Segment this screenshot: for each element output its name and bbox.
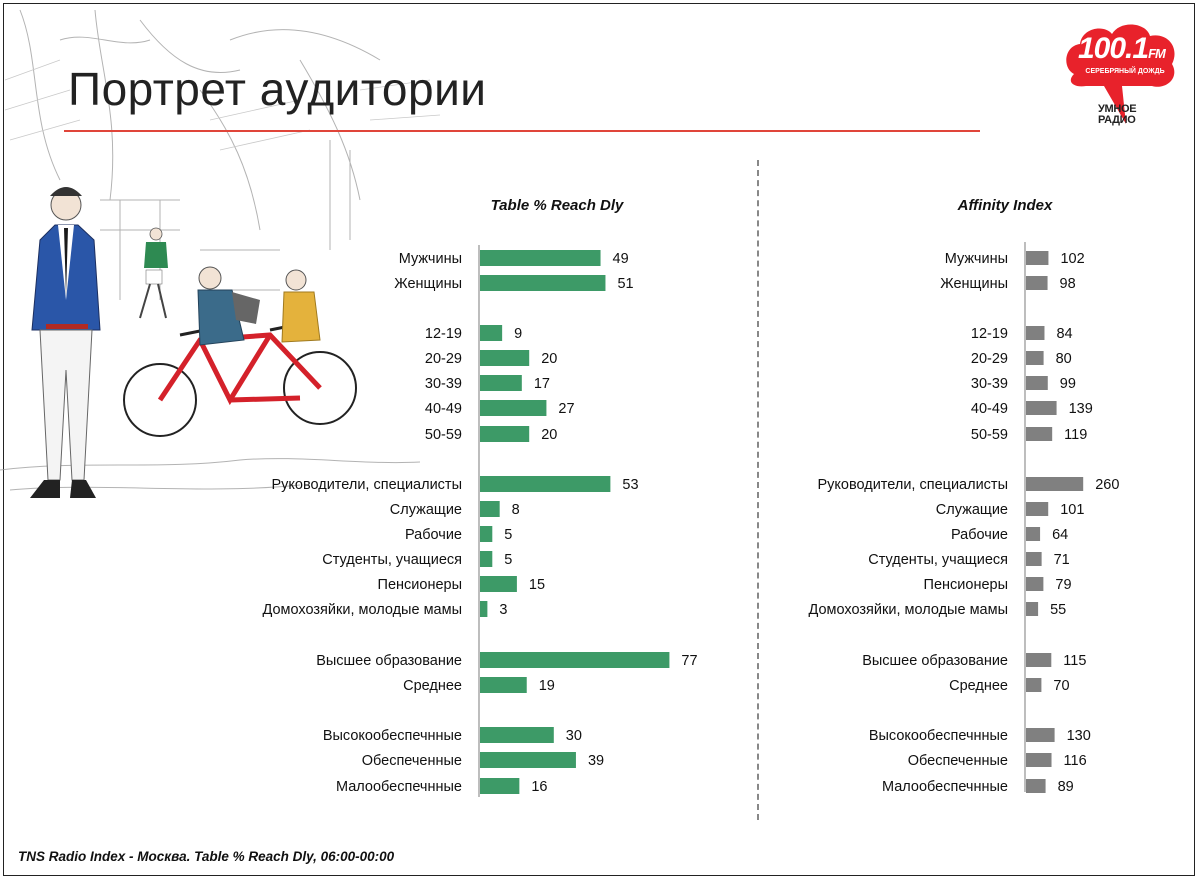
- affinity-category-label: Высокообеспечнные: [868, 728, 1008, 744]
- affinity-bar: [1026, 351, 1044, 365]
- reach-value-label: 51: [617, 276, 634, 292]
- reach-category-label: 12-19: [424, 326, 462, 342]
- affinity-bar: [1026, 527, 1040, 541]
- reach-value-label: 3: [499, 602, 508, 618]
- reach-bar: [480, 576, 517, 592]
- affinity-category-label: Служащие: [935, 502, 1008, 518]
- affinity-category-label: Обеспеченные: [907, 753, 1008, 769]
- reach-bar: [480, 677, 527, 693]
- reach-category-label: Высокообеспечнные: [322, 728, 462, 744]
- affinity-value-label: 79: [1055, 577, 1072, 593]
- reach-category-label: Руководители, специалисты: [271, 477, 462, 493]
- affinity-value-label: 98: [1059, 276, 1076, 292]
- affinity-bar: [1026, 427, 1052, 441]
- affinity-bar: [1026, 477, 1083, 491]
- reach-bar: [480, 652, 669, 668]
- reach-value-label: 39: [587, 753, 605, 769]
- reach-category-label: 30-39: [424, 376, 462, 392]
- reach-value-label: 5: [504, 527, 513, 543]
- reach-value-label: 5: [504, 552, 513, 568]
- reach-value-label: 53: [622, 477, 639, 493]
- affinity-bar: [1026, 678, 1041, 692]
- affinity-category-label: 40-49: [970, 401, 1008, 417]
- reach-bar: [480, 426, 529, 442]
- reach-bar: [480, 275, 605, 291]
- reach-value-label: 49: [612, 251, 629, 267]
- affinity-value-label: 260: [1095, 477, 1120, 493]
- affinity-category-label: 50-59: [970, 427, 1008, 443]
- affinity-category-label: Женщины: [940, 276, 1008, 292]
- reach-category-label: Студенты, учащиеся: [322, 552, 462, 568]
- reach-category-label: 50-59: [424, 427, 462, 443]
- reach-value-label: 27: [558, 401, 575, 417]
- reach-value-label: 15: [528, 577, 546, 593]
- affinity-value-label: 116: [1063, 753, 1087, 769]
- reach-category-label: Пенсионеры: [377, 577, 462, 593]
- affinity-bar: [1026, 251, 1048, 265]
- reach-value-label: 19: [538, 678, 555, 694]
- affinity-value-label: 99: [1059, 376, 1076, 392]
- affinity-value-label: 119: [1064, 427, 1088, 443]
- affinity-value-label: 89: [1057, 779, 1074, 795]
- reach-bar: [480, 752, 576, 768]
- affinity-bar: [1026, 653, 1051, 667]
- reach-category-label: Обеспеченные: [361, 753, 462, 769]
- logo-tagline: УМНОЕ РАДИО: [1098, 103, 1137, 126]
- reach-category-label: Среднее: [403, 678, 462, 694]
- affinity-bar: [1026, 502, 1048, 516]
- affinity-category-label: Домохозяйки, молодые мамы: [808, 602, 1008, 618]
- reach-category-label: Малообеспечнные: [335, 779, 462, 795]
- affinity-bar: [1026, 602, 1038, 616]
- reach-value-label: 9: [514, 326, 523, 342]
- affinity-category-label: Малообеспечнные: [881, 779, 1008, 795]
- affinity-category-label: 12-19: [970, 326, 1008, 342]
- affinity-bar: [1026, 728, 1055, 742]
- reach-bar: [480, 400, 546, 416]
- reach-value-label: 77: [681, 653, 698, 669]
- logo-station-name: СЕРЕБРЯНЫЙ ДОЖДЬ: [1085, 68, 1165, 75]
- reach-bar: [480, 727, 554, 743]
- affinity-bar: [1026, 276, 1048, 290]
- affinity-bar: [1026, 753, 1052, 767]
- affinity-category-label: Пенсионеры: [923, 577, 1008, 593]
- reach-value-label: 30: [565, 728, 582, 744]
- reach-bar: [480, 601, 487, 617]
- reach-value-label: 17: [533, 376, 550, 392]
- reach-bar: [480, 551, 492, 567]
- affinity-category-label: Рабочие: [950, 527, 1008, 543]
- affinity-value-label: 64: [1052, 527, 1069, 543]
- reach-chart-title: Table % Reach Dly: [490, 197, 624, 214]
- affinity-category-label: 20-29: [970, 351, 1008, 367]
- reach-value-label: 8: [511, 502, 520, 518]
- affinity-value-label: 130: [1066, 728, 1091, 744]
- affinity-category-label: Руководители, специалисты: [817, 477, 1008, 493]
- reach-bar: [480, 325, 502, 341]
- affinity-category-label: Студенты, учащиеся: [868, 552, 1008, 568]
- source-footnote: TNS Radio Index - Москва. Table % Reach Dly, 06:00-00:00: [18, 849, 395, 864]
- reach-category-label: 20-29: [424, 351, 462, 367]
- affinity-bar: [1026, 326, 1044, 340]
- reach-bar: [480, 350, 529, 366]
- affinity-category-label: Среднее: [949, 678, 1008, 694]
- page-title: Портрет аудитории: [68, 63, 487, 115]
- affinity-value-label: 80: [1055, 351, 1072, 367]
- affinity-value-label: 84: [1056, 326, 1073, 342]
- reach-value-label: 16: [531, 779, 548, 795]
- logo-frequency: 100.1FM: [1078, 32, 1165, 65]
- affinity-value-label: 102: [1060, 251, 1085, 267]
- affinity-bar: [1026, 779, 1046, 793]
- affinity-category-label: Высшее образование: [862, 653, 1008, 669]
- reach-value-label: 20: [541, 351, 558, 367]
- affinity-chart-title: Affinity Index: [957, 197, 1053, 214]
- reach-value-label: 20: [541, 427, 558, 443]
- affinity-value-label: 70: [1053, 678, 1070, 694]
- reach-category-label: Высшее образование: [316, 653, 462, 669]
- reach-bar: [480, 526, 492, 542]
- affinity-bar: [1026, 401, 1057, 415]
- affinity-value-label: 101: [1060, 502, 1085, 518]
- reach-category-label: Домохозяйки, молодые мамы: [262, 602, 462, 618]
- affinity-category-label: Мужчины: [944, 251, 1008, 267]
- reach-category-label: Рабочие: [404, 527, 462, 543]
- reach-category-label: 40-49: [424, 401, 462, 417]
- affinity-value-label: 71: [1053, 552, 1070, 568]
- reach-category-label: Мужчины: [398, 251, 462, 267]
- reach-bar: [480, 476, 610, 492]
- affinity-bar: [1026, 577, 1043, 591]
- affinity-value-label: 55: [1050, 602, 1067, 618]
- affinity-category-label: 30-39: [970, 376, 1008, 392]
- reach-bar: [480, 250, 601, 266]
- reach-category-label: Женщины: [394, 276, 462, 292]
- reach-category-label: Служащие: [389, 502, 462, 518]
- reach-bar: [480, 778, 519, 794]
- affinity-value-label: 115: [1063, 653, 1087, 669]
- affinity-bar: [1026, 552, 1042, 566]
- reach-bar: [480, 501, 500, 517]
- affinity-bar: [1026, 376, 1048, 390]
- reach-bar: [480, 375, 522, 391]
- affinity-value-label: 139: [1068, 401, 1093, 417]
